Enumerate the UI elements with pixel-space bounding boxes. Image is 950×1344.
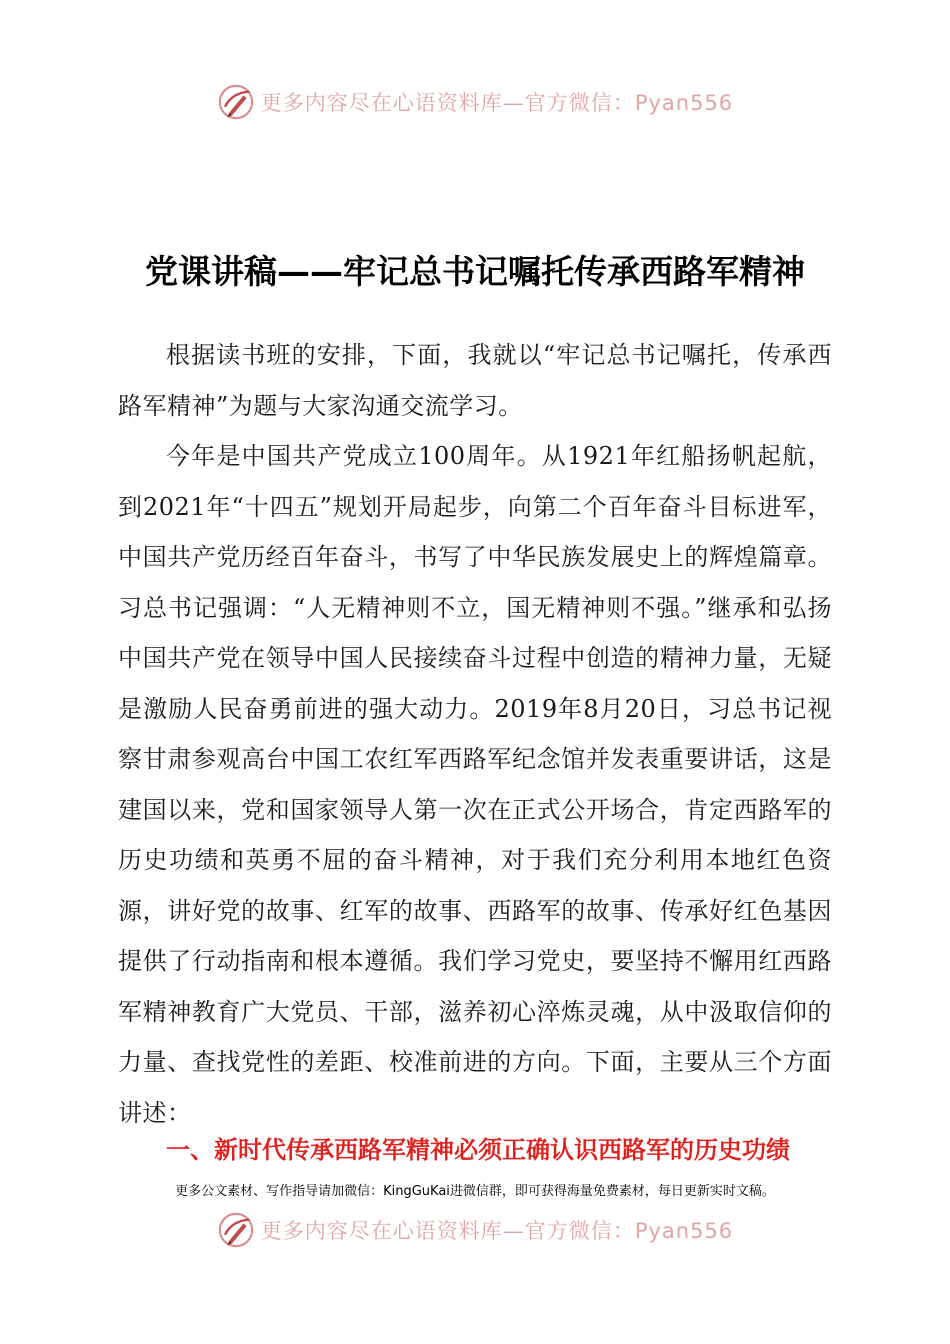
paragraph-intro: 根据读书班的安排，下面，我就以“牢记总书记嘱托，传承西路军精神”为题与大家沟通交流学习。 (118, 341, 832, 420)
watermark-text: 更多内容尽在心语资料库—官方微信：Pyan556 (260, 91, 734, 115)
pen-circle-logo-icon (217, 1211, 255, 1249)
section-heading-1: 一、新时代传承西路军精神必须正确认识西路军的历史功绩 (166, 1136, 790, 1164)
header-watermark-banner (0, 82, 950, 122)
footer-watermark-banner (0, 1210, 950, 1250)
document-body (118, 330, 832, 1138)
watermark-text: 更多内容尽在心语资料库—官方微信：Pyan556 (260, 1219, 734, 1243)
wechat-id: Pyan556 (634, 91, 734, 115)
wechat-id: Pyan556 (634, 1219, 734, 1243)
pen-circle-logo-icon (217, 83, 255, 121)
paragraph-main: 今年是中国共产党成立100周年。从1921年红船扬帆起航，到2021年“十四五”规划开局起步，向第二个百年奋斗目标进军，中国共产党历经百年奋斗，书写了中华民族发展史上的辉煌篇章。习总书记强调：“人无精神则不立，国无精神则不强。”继承和弘扬中国共产党在领导中国人民接续奋斗过程中创造的精神力量，无疑是激励人民奋勇前进的强大动力。2019年8月20日，习总书记视察甘肃参观高台中国工农红军西路军纪念馆并发表重要讲话，这是建国以来，党和国家领导人第一次在正式公开场合，肯定西路军的历史功绩和英勇不屈的奋斗精神，对于我们充分利用本地红色资源，讲好党的故事、红军的故事、西路军的故事、传承好红色基因提供了行动指南和根本遵循。我们学习党史，要坚持不懈用红西路军精神教育广大党员、干部，滋养初心淬炼灵魂，从中汲取信仰的力量、查找党性的差距、校准前进的方向。下面，主要从三个方面讲述： (118, 442, 832, 1127)
footer-promo-note: 更多公文素材、写作指导请加微信：KingGuKai进微信群，即可获得海量免费素材，每日更新实时文稿。 (175, 1184, 775, 1199)
document-title: 党课讲稿——牢记总书记嘱托传承西路军精神 (145, 252, 805, 291)
